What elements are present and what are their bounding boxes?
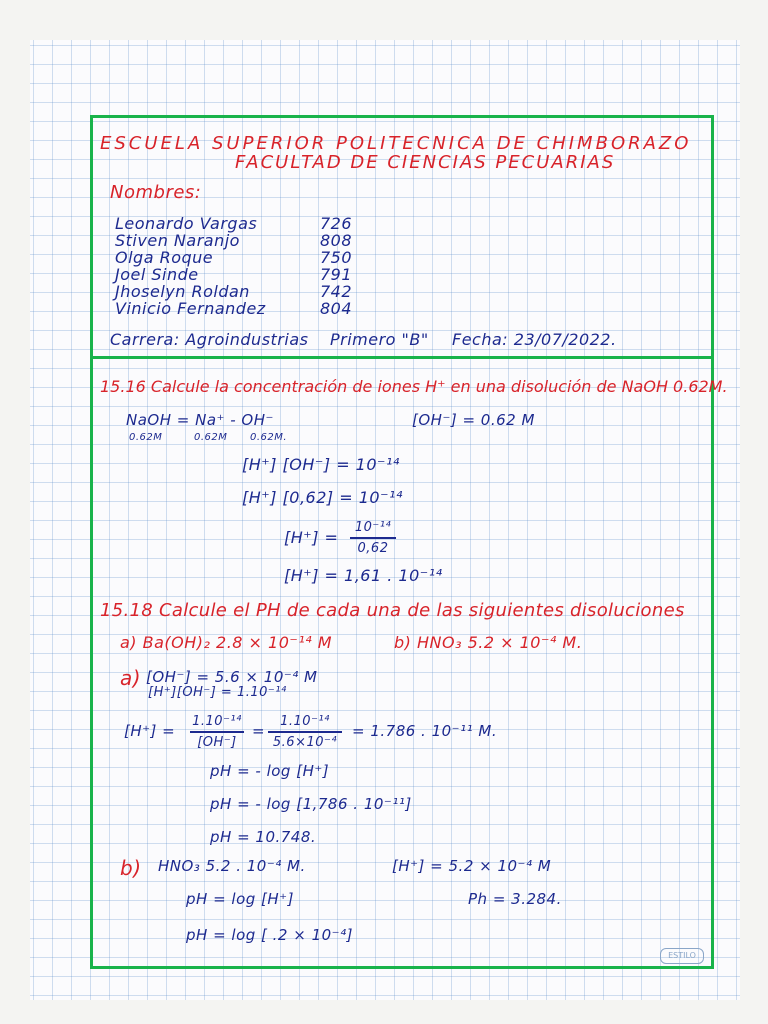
problem-2-statement: 15.18 Calcule el PH de cada una de las siguientes disoluciones xyxy=(100,600,685,621)
student-name: Olga Roque xyxy=(115,248,214,267)
ph-substituted-b: pH = log [ .2 × 10⁻⁴] xyxy=(186,926,353,944)
concentration: 0.62M. xyxy=(250,432,288,443)
denominator: 0,62 xyxy=(357,540,389,556)
numerator: 1.10⁻¹⁴ xyxy=(192,714,242,729)
ph-result-b: Ph = 3.284. xyxy=(468,890,562,908)
concentration: 0.62M xyxy=(194,432,228,443)
student-code: 791 xyxy=(320,265,353,284)
equation-kw: [H⁺] [OH⁻] = 10⁻¹⁴ xyxy=(242,455,400,474)
dissociation-reaction: NaOH = Na⁺ - OH⁻ xyxy=(126,411,274,429)
part-a-label: a) xyxy=(120,666,142,690)
student-name: Jhoselyn Roldan xyxy=(115,282,250,301)
student-code: 750 xyxy=(320,248,353,267)
equation-solve-left: [H⁺] = xyxy=(284,528,339,547)
level-label: Primero "B" xyxy=(330,330,429,349)
names-label: Nombres: xyxy=(110,182,202,203)
h-result: [H⁺] = 1,61 . 10⁻¹⁴ xyxy=(284,566,443,585)
date-label: Fecha: 23/07/2022. xyxy=(452,330,617,349)
ph-formula-a: pH = - log [H⁺] xyxy=(210,762,330,780)
fraction-bar xyxy=(268,731,342,733)
kw-product-a: [H⁺][OH⁻] = 1.10⁻¹⁴ xyxy=(148,685,287,700)
fraction xyxy=(268,714,342,750)
student-name: Vinicio Fernandez xyxy=(115,299,266,318)
student-code: 726 xyxy=(320,214,353,233)
student-code: 808 xyxy=(320,231,353,250)
part-b-label: b) xyxy=(120,856,142,880)
equals-sign: = xyxy=(252,722,266,740)
numerator: 1.10⁻¹⁴ xyxy=(280,714,330,729)
school-title: ESCUELA SUPERIOR POLITECNICA DE CHIMBORAZO xyxy=(100,133,692,154)
ph-formula-b: pH = log [H⁺] xyxy=(186,890,294,908)
equation-substituted: [H⁺] [0,62] = 10⁻¹⁴ xyxy=(242,488,403,507)
fraction-bar xyxy=(350,537,396,539)
denominator: 5.6×10⁻⁴ xyxy=(272,734,338,750)
part-b-statement: b) HNO₃ 5.2 × 10⁻⁴ M. xyxy=(394,633,583,652)
ph-result-a: pH = 10.748. xyxy=(210,828,317,846)
fraction xyxy=(350,520,396,556)
h-concentration-b: [H⁺] = 5.2 × 10⁻⁴ M xyxy=(392,857,552,875)
h-result-a: = 1.786 . 10⁻¹¹ M. xyxy=(352,722,498,740)
ph-substituted-a: pH = - log [1,786 . 10⁻¹¹] xyxy=(210,795,412,813)
hno3-concentration: HNO₃ 5.2 . 10⁻⁴ M. xyxy=(158,857,306,875)
student-code: 804 xyxy=(320,299,353,318)
career-label: Carrera: Agroindustrias xyxy=(110,330,309,349)
h-solve-left: [H⁺] = xyxy=(124,722,176,740)
part-a-statement: a) Ba(OH)₂ 2.8 × 10⁻¹⁴ M xyxy=(120,633,333,652)
student-name: Leonardo Vargas xyxy=(115,214,258,233)
header-divider xyxy=(90,356,714,359)
faculty-title: FACULTAD DE CIENCIAS PECUARIAS xyxy=(235,152,616,173)
fraction xyxy=(190,714,244,750)
fraction-bar xyxy=(190,731,244,733)
oh-concentration-a: [OH⁻] = 5.6 × 10⁻⁴ M xyxy=(146,668,318,686)
student-name: Joel Sinde xyxy=(115,265,199,284)
oh-concentration: [OH⁻] = 0.62 M xyxy=(412,411,535,429)
student-name: Stiven Naranjo xyxy=(115,231,240,250)
student-code: 742 xyxy=(320,282,353,301)
numerator: 10⁻¹⁴ xyxy=(354,520,392,535)
problem-1-statement: 15.16 Calcule la concentración de iones H⁺ en una disolución de NaOH 0.62M. xyxy=(100,377,728,396)
concentration: 0.62M xyxy=(129,432,163,443)
notebook-brand-stamp: ESTILO xyxy=(660,948,704,964)
denominator: [OH⁻] xyxy=(197,734,237,750)
